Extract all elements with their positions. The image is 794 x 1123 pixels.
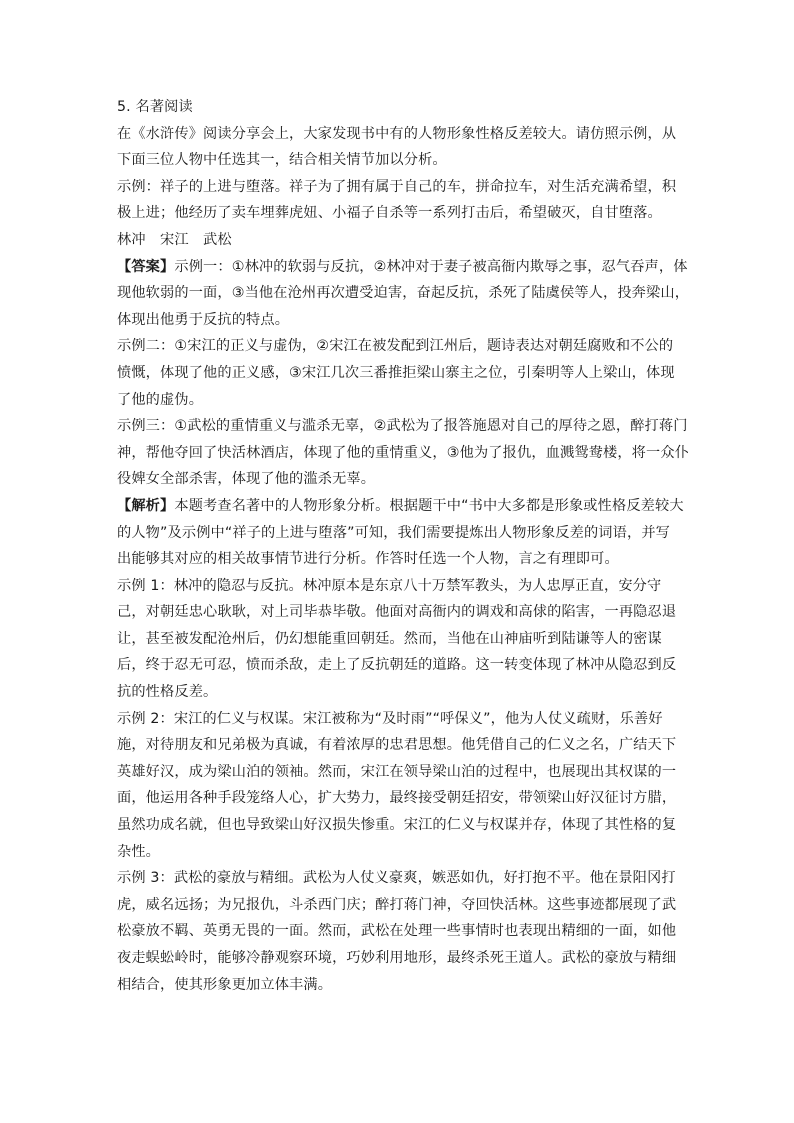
answer-line: 愤慨，体现了他的正义感，③宋江几次三番推拒梁山寨主之位，引秦明等人上梁山，体现 (117, 364, 675, 381)
analysis-line: 英雄好汉，成为梁山泊的领袖。然而，宋江在领导梁山泊的过程中，也展现出其权谋的一 (117, 763, 677, 780)
question-prompt-line: 下面三位人物中任选其一，结合相关情节加以分析。 (117, 152, 447, 169)
analysis-line: 让，甚至被发配沧州后，仍幻想能重回朝廷。然而，当他在山神庙听到陆谦等人的密谋 (117, 630, 662, 647)
analysis-line: 虎，威名远扬；为兄报仇，斗杀西门庆；醉打蒋门神，夺回快活林。这些事迹都展现了武 (117, 896, 677, 913)
answer-text: 示例一：①林冲的软弱与反抗，②林冲对于妻子被高衙内欺辱之事，忍气吞声，体 (174, 258, 688, 275)
analysis-line: 己，对朝廷忠心耿耿，对上司毕恭毕敬。他面对高衙内的调戏和高俅的陷害，一再隐忍退 (117, 604, 677, 621)
answer-tag: 【答案】 (117, 258, 175, 275)
answer-line: 示例二：①宋江的正义与虚伪，②宋江在被发配到江州后，题诗表达对朝廷腐败和不公的 (117, 338, 674, 355)
character-options: 林冲 宋江 武松 (117, 231, 232, 248)
analysis-line: 相结合，使其形象更加立体丰满。 (117, 976, 333, 993)
analysis-line: 夜走蜈蚣岭时，能够冷静观察环境，巧妙利用地形，最终杀死王道人。武松的豪放与精细 (117, 950, 677, 966)
question-block (117, 94, 690, 998)
answer-first-line (117, 254, 688, 281)
analysis-line: 后，终于忍无可忍，愤而杀敌，走上了反抗朝廷的道路。这一转变体现了林冲从隐忍到反 (117, 657, 677, 674)
analysis-line: 虽然功成名就，但也导致梁山好汉损失惨重。宋江的仁义与权谋并存，体现了其性格的复 (117, 817, 677, 834)
answer-line: 体现出他勇于反抗的特点。 (117, 311, 290, 328)
answer-line: 现他软弱的一面，③当他在沧州再次遭受迫害，奋起反抗，杀死了陆虞侯等人，投奔梁山， (117, 285, 690, 302)
question-prompt-line: 在《水浒传》阅读分享会上，大家发现书中有的人物形象性格反差较大。请仿照示例，从 (117, 125, 677, 142)
analysis-line: 出能够其对应的相关故事情节进行分析。作答时任选一个人物，言之有理即可。 (117, 551, 619, 568)
analysis-line: 杂性。 (117, 843, 161, 860)
question-title: 5. 名著阅读 (117, 99, 193, 115)
answer-line: 了他的虚伪。 (117, 391, 204, 408)
analysis-first-line (117, 493, 684, 520)
analysis-line: 松豪放不羁、英勇无畏的一面。然而，武松在处理一些事情时也表现出精细的一面，如他 (117, 923, 677, 940)
analysis-tag: 【解析】 (117, 497, 175, 514)
analysis-line: 示例 1：林冲的隐忍与反抗。林冲原本是东京八十万禁军教头，为人忠厚正直，安分守 (117, 577, 662, 594)
analysis-text: 本题考查名著中的人物形象分析。根据题干中“书中大多都是形象或性格反差较大 (174, 497, 684, 514)
analysis-line: 面，他运用各种手段笼络人心，扩大势力，最终接受朝廷招安，带领梁山好汉征讨方腊， (117, 790, 677, 807)
analysis-line: 示例 3：武松的豪放与精细。武松为人仗义豪爽，嫉恶如仇，好打抱不平。他在景阳冈打 (117, 870, 676, 887)
analysis-line: 施，对待朋友和兄弟极为真诚，有着浓厚的忠君思想。他凭借自己的仁义之名，广结天下 (117, 737, 677, 754)
answer-line: 示例三：①武松的重情重义与滥杀无辜，②武松为了报答施恩对自己的厚待之恩，醉打蒋门 (117, 418, 688, 435)
analysis-line: 示例 2：宋江的仁义与权谋。宋江被称为“及时雨”“呼保义”，他为人仗义疏财，乐善好 (117, 710, 663, 727)
answer-line: 役婢女全部杀害，体现了他的滥杀无辜。 (117, 471, 376, 488)
analysis-line: 抗的性格反差。 (117, 684, 218, 701)
question-example-line: 示例：祥子的上进与堕落。祥子为了拥有属于自己的车，拼命拉车，对生活充满希望，积 (117, 178, 677, 195)
analysis-line: 的人物”及示例中“祥子的上进与堕落”可知，我们需要提炼出人物形象反差的词语，并写 (117, 524, 670, 541)
answer-line: 神，帮他夺回了快活林酒店，体现了他的重情重义，③他为了报仇，血溅鸳鸯楼，将一众仆 (117, 444, 690, 461)
question-example-line: 极上进；他经历了卖车埋葬虎妞、小福子自杀等一系列打击后，希望破灭，自甘堕落。 (117, 205, 662, 222)
